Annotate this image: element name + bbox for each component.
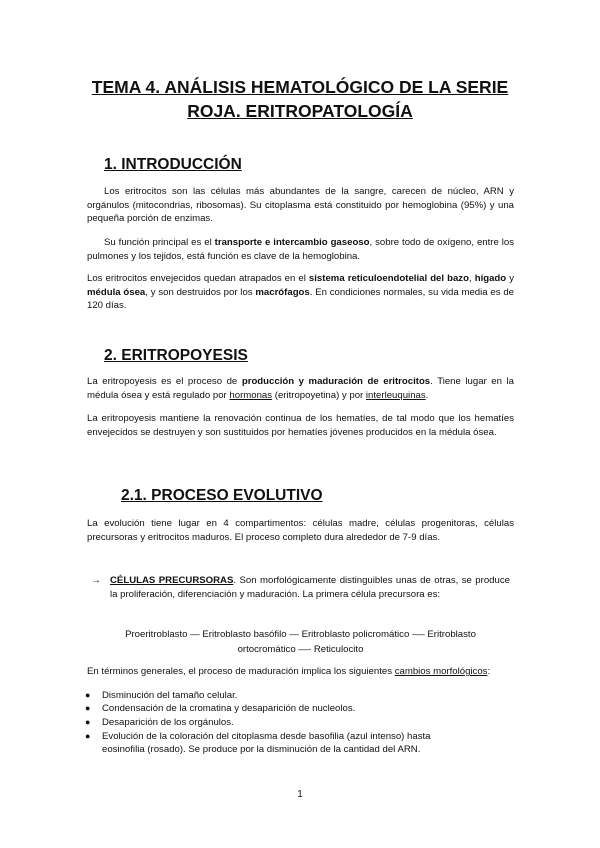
list-item: ● Desaparición de los orgánulos.	[85, 717, 234, 728]
eritropoyesis-paragraph-2: La eritropoyesis mantiene la renovación continua de los hematíes, de tal modo que los hematíes envejecidos se destruyen y son sustituidos por hematíes jóvenes producidos en la médula ósea.	[87, 413, 514, 438]
maturation-sequence	[87, 627, 514, 657]
title-line-2: ROJA. ERITROPATOLOGÍA	[187, 101, 413, 121]
general-changes-paragraph: En términos generales, el proceso de maduración implica los siguientes cambios morfológicos:	[87, 666, 491, 677]
list-item: ● Condensación de la cromatina y desaparición de nucleolos.	[85, 703, 356, 714]
eritropoyesis-paragraph-1: La eritropoyesis es el proceso de producción y maduración de eritrocitos. Tiene lugar en la médula ósea y está regulado por hormonas (eritropoyetina) y por interleuquinas.	[87, 376, 515, 401]
list-item: ● Evolución de la coloración del citoplasma desde basofilia (azul intenso) hasta eosinofilia (rosado). Se produce por la disminución de la cantidad del ARN.	[85, 731, 431, 756]
title-line-1: TEMA 4. ANÁLISIS HEMATOLÓGICO DE LA SERIE	[91, 77, 509, 97]
celulas-precursoras-paragraph: CÉLULAS PRECURSORAS. Son morfológicamente distinguibles unas de otras, se produce la proliferación, diferenciación y maduración. La primera célula precursora es:	[110, 575, 510, 600]
sequence-line-1: Proeritroblasto — Eritroblasto basófilo — Eritroblasto policromático -— Eritroblasto	[125, 629, 476, 640]
bullet-icon: ●	[85, 703, 91, 713]
intro-paragraph-1: Los eritrocitos son las células más abundantes de la sangre, carecen de núcleo, ARN y orgánulos (mitocondrias, ribosomas). Su citoplasma está constituido por hemoglobina (95%) y una pequeña porción de enzimas.	[87, 186, 514, 224]
bullet-icon: ●	[85, 717, 91, 727]
sequence-line-2: ortocromático —- Reticulocito	[237, 644, 364, 655]
intro-paragraph-3: Los eritrocitos envejecidos quedan atrapados en el sistema reticuloendotelial del bazo, hígado y médula ósea, y son destruidos por los macrófagos. En condiciones normales, su vida media es de 120 días.	[87, 273, 515, 311]
heading-introduccion: 1. INTRODUCCIÓN	[104, 156, 242, 173]
document-title	[60, 75, 540, 123]
bullet-icon: ●	[85, 690, 91, 700]
list-item: ● Disminución del tamaño celular.	[85, 690, 238, 701]
bullet-icon: ●	[85, 731, 91, 741]
proceso-paragraph-1: La evolución tiene lugar en 4 compartimentos: células madre, células progenitoras, células precursoras y eritrocitos maduros. El proceso completo dura alrededor de 7-9 días.	[87, 518, 514, 543]
heading-eritropoyesis: 2. ERITROPOYESIS	[104, 347, 248, 364]
arrow-icon: →	[91, 575, 101, 586]
heading-proceso-evolutivo: 2.1. PROCESO EVOLUTIVO	[121, 487, 323, 504]
page-number: 1	[297, 789, 303, 800]
intro-paragraph-2: Su función principal es el transporte e intercambio gaseoso, sobre todo de oxígeno, entre los pulmones y los tejidos, está función es clave de la hemoglobina.	[87, 237, 515, 262]
